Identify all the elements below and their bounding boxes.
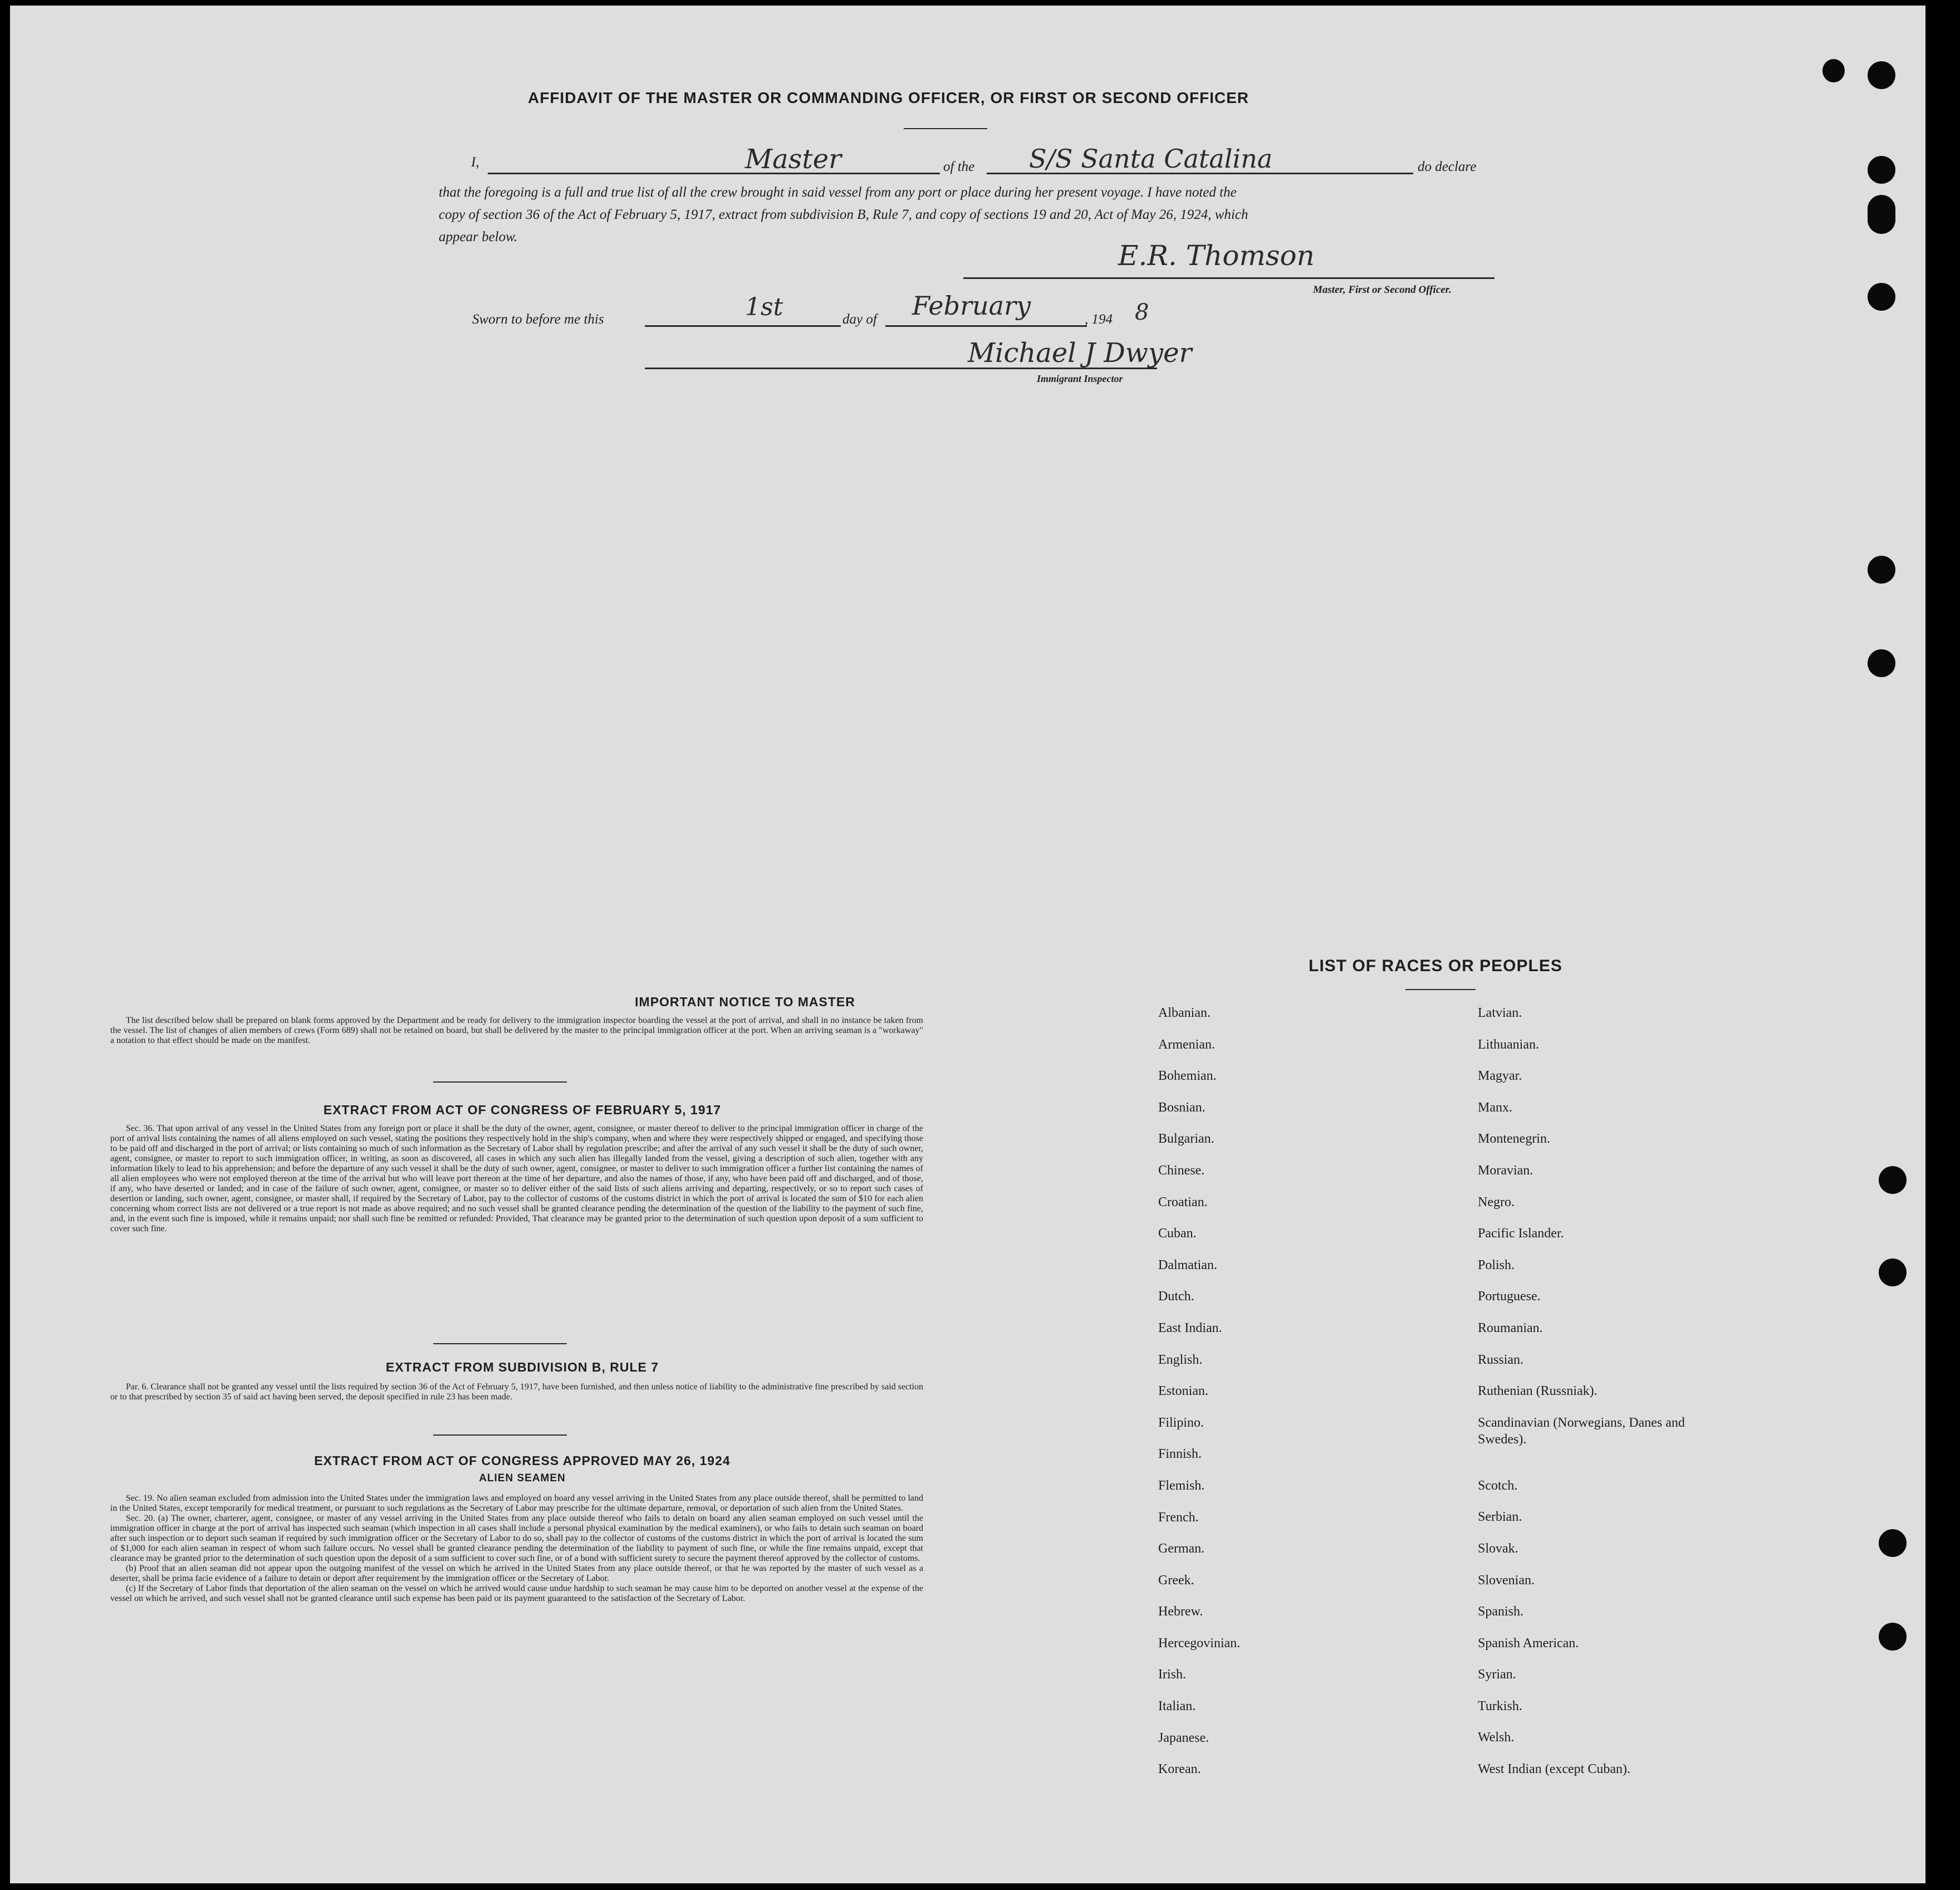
races-divider	[1405, 989, 1476, 990]
signature-line-officer	[963, 277, 1494, 279]
race-item: Flemish.	[1158, 1478, 1205, 1493]
extract-1917-text: Sec. 36. That upon arrival of any vessel in the United States from any foreign port or place it shall be the duty of the owner, agent, consignee, or master thereof to deliver to the principal immigration officer in charge of the port of arrival lists containing the names of all aliens employed on such vessel, stating the positions they respectively hold in the ship's company, when and where they were respectively shipped or engaged, and specifying those to be paid off and discharged in the port of arrival; or lists containing so much of such information as the Secretary of Labor shall by regulation prescribe; and after the arrival of any such vessel it shall be the duty of such owner, agent, consignee, or master to report to such immigration officer, in writing, as soon as discovered, all cases in which any such alien has illegally landed from the vessel, giving a description of such alien, together with any information likely to lead to his apprehension; and before the departure of any such vessel it shall be the duty of such owner, agent, consignee, or master to deliver to such immigration officer a further list containing the names of all alien employees who were not employed thereon at the time of the arrival but who will leave port thereon at the time of her departure, and also the names of those, if any, who have been paid off and discharged, and of those, if any, who have deserted or landed; and in case of the failure of such owner, agent, consignee, or master so to deliver either of the said lists of such aliens arriving and departing, respectively, or so to report such cases of desertion or landing, such owner, agent, consignee, or master shall, if required by the Secretary of Labor, pay to the collector of customs of the customs district in which the port of arrival is located the sum of $10 for each alien concerning whom correct lists are not delivered or a true report is not made as above required; and no such vessel shall be granted clearance pending the determination of the question of the liability to the payment of such fine, and, in the event such fine is imposed, while it remains unpaid; nor shall such fine be remitted or refunded: Provided, That clearance may be granted prior to the determination of such question upon deposit of a sum sufficient to cover such fine.	[110, 1124, 923, 1233]
vessel-handwritten: S/S Santa Catalina	[1029, 144, 1273, 174]
race-item: Chinese.	[1158, 1163, 1205, 1178]
race-item: Armenian.	[1158, 1037, 1215, 1052]
race-item: Serbian.	[1478, 1510, 1522, 1525]
year-handwritten: 8	[1135, 300, 1149, 325]
race-item: Moravian.	[1478, 1163, 1533, 1178]
signature-line-inspector	[645, 368, 1157, 369]
officer-handwritten: Master	[745, 144, 842, 175]
divider-1	[433, 1081, 567, 1083]
race-item: Portuguese.	[1478, 1289, 1541, 1304]
race-item: Negro.	[1478, 1194, 1515, 1210]
sworn-prefix: Sworn to before me this	[472, 312, 604, 327]
races-title: LIST OF RACES OR PEOPLES	[1309, 957, 1562, 975]
punch-hole	[1868, 61, 1895, 89]
race-item: Scotch.	[1478, 1478, 1518, 1493]
race-item: Korean.	[1158, 1762, 1201, 1777]
sworn-month-handwritten: February	[912, 291, 1031, 321]
race-item: Pacific Islander.	[1478, 1226, 1564, 1241]
race-item: Greek.	[1158, 1573, 1194, 1588]
declaration-body	[439, 182, 1500, 248]
race-item: Montenegrin.	[1478, 1132, 1550, 1147]
races-left-column	[1158, 1005, 1437, 1793]
race-item: Magyar.	[1478, 1069, 1522, 1084]
month-blank	[885, 325, 1087, 327]
race-item: Bohemian.	[1158, 1069, 1217, 1084]
inspector-signature: Michael J Dwyer	[968, 337, 1192, 369]
notice-title: IMPORTANT NOTICE TO MASTER	[635, 995, 855, 1009]
race-item: Hebrew.	[1158, 1604, 1203, 1619]
race-item: Hercegovinian.	[1158, 1636, 1241, 1651]
race-item: Manx.	[1478, 1100, 1512, 1115]
punch-hole	[1879, 1529, 1907, 1557]
affidavit-title: AFFIDAVIT OF THE MASTER OR COMMANDING OFFICER, OR FIRST OR SECOND OFFICER	[528, 89, 1250, 106]
race-item: Turkish.	[1478, 1698, 1522, 1713]
race-item: German.	[1158, 1541, 1205, 1556]
race-item: West Indian (except Cuban).	[1478, 1762, 1630, 1777]
of-the-label: of the	[943, 159, 975, 174]
document-page	[10, 6, 1925, 1883]
decl-prefix: I,	[471, 155, 479, 170]
race-item: Ruthenian (Russniak).	[1478, 1384, 1598, 1399]
officer-signature: E.R. Thomson	[1118, 239, 1315, 272]
body-line-1: that the foregoing is a full and true list of all the crew brought in said vessel from any port or place during her present voyage. I have noted the	[439, 185, 1237, 200]
race-item: Polish.	[1478, 1257, 1515, 1272]
race-item: Slovak.	[1478, 1541, 1518, 1556]
punch-hole	[1868, 649, 1895, 677]
race-item: Latvian.	[1478, 1006, 1522, 1020]
sec-20a-text: Sec. 20. (a) The owner, charterer, agent, consignee, or master of any vessel arriving in the United States from any place outside thereof who fails to detain on board any alien seaman employed on such vessel until the immigration officer in charge at the port of arrival has inspected such seaman (which inspection in all cases shall include a personal physical examination by the medical examiners), or who fails to detain such seaman on board after such inspection or to deport such seaman if required by such immigration officer or the Secretary of Labor to do so, shall pay to the collector of customs of the customs district in which the port of arrival is located the sum of $1,000 for each alien seaman in respect of whom such failure occurs. No vessel shall be granted clearance pending the determination of the liability to payment of such fine, or while the fine remains unpaid, except that clearance may be granted prior to the determination of such question upon the deposit of a sum sufficient to cover such fine, or of a bond with sufficient surety to secure the payment thereof approved by the collector of customs.	[110, 1514, 923, 1563]
punch-hole	[1868, 556, 1895, 584]
race-item: Albanian.	[1158, 1006, 1211, 1020]
officer-blank	[488, 173, 940, 174]
race-item: Scandinavian (Norwegians, Danes and Swedes).	[1478, 1415, 1685, 1447]
race-item: Estonian.	[1158, 1384, 1208, 1399]
officer-caption: Master, First or Second Officer.	[1313, 284, 1452, 296]
notice-text: The list described below shall be prepared on blank forms approved by the Department and be ready for delivery to the immigration inspector boarding the vessel at the port of arrival, and shall in no instance be taken from the vessel. The list of changes of alien members of crews (Form 689) shall not be retained on board, but shall be delivered by the master to the principal immigration officer at the port. When an arriving seaman is a "workaway" a notation to that effect should be made on the manifest.	[110, 1016, 923, 1045]
race-item: Japanese.	[1158, 1730, 1209, 1745]
race-item: Finnish.	[1158, 1447, 1202, 1462]
race-item: Lithuanian.	[1478, 1037, 1539, 1052]
punch-hole	[1868, 283, 1895, 311]
race-item: Syrian.	[1478, 1667, 1516, 1682]
race-item: Dutch.	[1158, 1289, 1194, 1304]
punch-hole	[1879, 1166, 1907, 1194]
do-declare-label: do declare	[1418, 159, 1477, 174]
declaration-line	[471, 155, 479, 170]
extract-1924-body	[110, 1494, 923, 1604]
extract-rule7-title: EXTRACT FROM SUBDIVISION B, RULE 7	[385, 1360, 659, 1374]
extract-1917-title: EXTRACT FROM ACT OF CONGRESS OF FEBRUARY 5, 1917	[323, 1103, 722, 1117]
race-item: French.	[1158, 1510, 1199, 1525]
race-item: Bulgarian.	[1158, 1132, 1214, 1147]
punch-hole	[1822, 59, 1845, 82]
day-of-label: day of	[842, 312, 877, 327]
punch-hole	[1879, 1623, 1907, 1651]
sec-20c-text: (c) If the Secretary of Labor finds that deportation of the alien seaman on the vessel on which he arrived would cause undue hardship to such seaman he may cause him to be deported on another vessel at the expense of the vessel on which he arrived, and such vessel shall not be granted clearance until such expense has been paid or its payment guaranteed to the satisfaction of the Secretary of Labor.	[110, 1584, 923, 1603]
race-item: English.	[1158, 1352, 1203, 1367]
race-item: Spanish.	[1478, 1604, 1524, 1619]
race-item: Dalmatian.	[1158, 1257, 1217, 1272]
punch-hole	[1868, 195, 1895, 234]
race-item: Slovenian.	[1478, 1573, 1535, 1588]
extract-rule7-text: Par. 6. Clearance shall not be granted any vessel until the lists required by section 36 of the Act of February 5, 1917, have been furnished, and then unless notice of liability to the administrative fine prescribed by said section or to that prescribed by section 35 of said act having been served, the deposit specified in rule 23 has been made.	[110, 1382, 923, 1402]
sec-20b-text: (b) Proof that an alien seaman did not appear upon the outgoing manifest of the vessel on which he arrived in the United States from any place outside thereof, or that he was reported by the master of such vessel as a deserter, shall be prima facie evidence of a failure to detain or deport after requirement by the immigration officer or the Secretary of Labor.	[110, 1564, 923, 1583]
race-item: Cuban.	[1158, 1226, 1197, 1241]
race-item: East Indian.	[1158, 1320, 1222, 1335]
sec-19-text: Sec. 19. No alien seaman excluded from admission into the United States under the immigration laws and employed on board any vessel arriving in the United States from any place outside thereof, shall be permitted to land in the United States, except temporarily for medical treatment, or pursuant to such regulations as the Secretary of Labor may prescribe for the ultimate departure, removal, or deportation of such alien from the United States.	[110, 1494, 923, 1513]
race-item: Spanish American.	[1478, 1636, 1579, 1651]
punch-hole	[1879, 1259, 1907, 1286]
title-divider	[904, 128, 987, 129]
body-line-2: copy of section 36 of the Act of February 5, 1917, extract from subdivision B, Rule 7, and copy of sections 19 and 20, Act of May 26, 1924, which	[439, 207, 1248, 222]
day-blank	[645, 325, 841, 327]
race-item: Welsh.	[1478, 1730, 1515, 1745]
race-item: Croatian.	[1158, 1194, 1208, 1210]
extract-1924-subtitle: ALIEN SEAMEN	[479, 1472, 566, 1484]
divider-3	[433, 1434, 567, 1436]
race-item: Roumanian.	[1478, 1320, 1543, 1335]
race-item: Filipino.	[1158, 1415, 1204, 1430]
race-item: Russian.	[1478, 1352, 1524, 1367]
extract-1924-title: EXTRACT FROM ACT OF CONGRESS APPROVED MAY 26, 1924	[314, 1453, 731, 1468]
race-item: Bosnian.	[1158, 1100, 1206, 1115]
year-prefix: , 194	[1085, 312, 1113, 327]
sworn-day-handwritten: 1st	[745, 293, 783, 321]
punch-hole	[1868, 156, 1895, 184]
race-item: Irish.	[1158, 1667, 1186, 1682]
races-right-column	[1478, 1005, 1812, 1793]
inspector-caption: Immigrant Inspector	[1037, 373, 1123, 384]
divider-2	[433, 1343, 567, 1344]
race-item: Italian.	[1158, 1699, 1196, 1714]
body-line-3: appear below.	[439, 229, 518, 244]
